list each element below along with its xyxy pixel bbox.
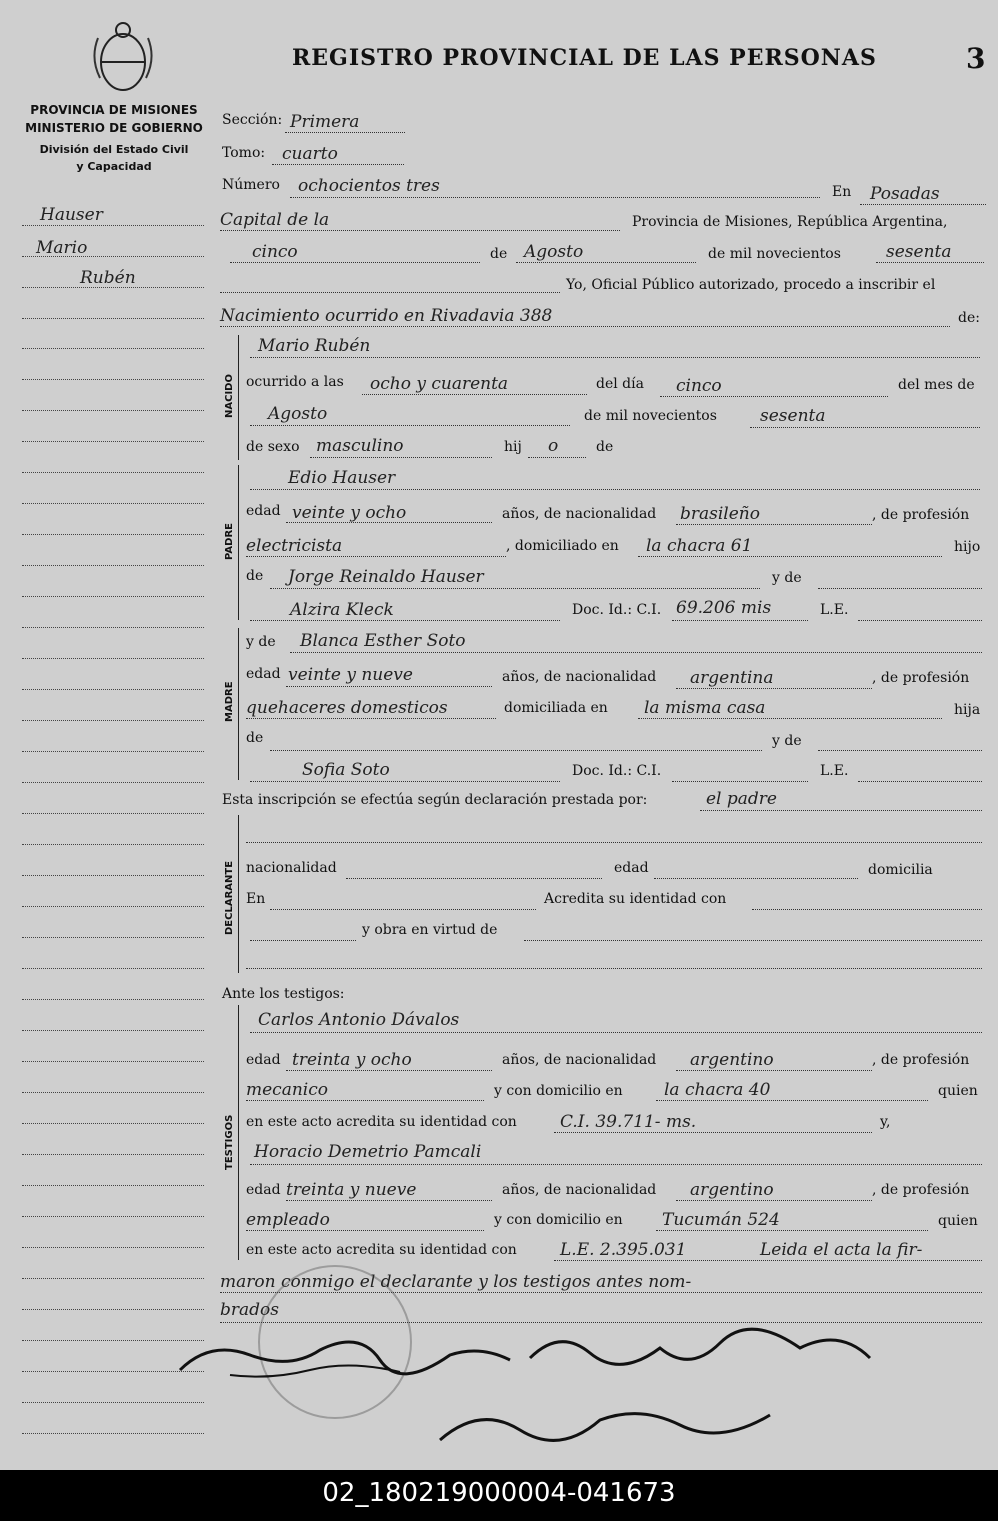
mes-value: Agosto (524, 242, 584, 262)
padre-doc-label: Doc. Id.: C.I. (572, 602, 662, 618)
t2-edad-value: treinta y nueve (286, 1180, 417, 1200)
declarante-edad-label: edad (614, 860, 649, 876)
margin-second-name: Rubén (80, 268, 136, 288)
t1-profesion-label: , de profesión (872, 1052, 970, 1068)
madre-bracket (238, 628, 239, 780)
madre-label: MADRE (224, 681, 235, 722)
domiciliada-label: domiciliada en (504, 700, 608, 716)
t1-dom-value: la chacra 40 (664, 1080, 771, 1100)
nacido-label: NACIDO (224, 374, 235, 418)
madre-nombre: Blanca Esther Soto (300, 631, 466, 651)
declarante-value: el padre (706, 789, 777, 809)
de-label-1: de (490, 246, 508, 262)
padre-profesion-label: , de profesión (872, 507, 970, 523)
hij-suffix: o (548, 436, 559, 456)
domiciliado-label: , domiciliado en (506, 538, 619, 554)
y-de-label-1: y de (772, 570, 802, 586)
declarante-label: DECLARANTE (224, 860, 235, 935)
padre-edad-value: veinte y ocho (292, 503, 407, 523)
t1-nac-value: argentino (690, 1050, 774, 1070)
hijo-label: hijo (954, 539, 981, 555)
acredita-label: Acredita su identidad con (544, 891, 727, 907)
en-label: En (832, 184, 852, 200)
t2-acredita-label: en este acto acredita su identidad con (246, 1242, 517, 1258)
testigos-bracket (238, 1005, 239, 1260)
nac-mes-value: Agosto (268, 404, 328, 424)
sexo-label: de sexo (246, 439, 300, 455)
padre-prof-value: electricista (246, 536, 343, 556)
del-mes-label: del mes de (898, 377, 975, 393)
de-colon-label: de: (958, 310, 980, 326)
padre-anos-label: años, de nacionalidad (502, 506, 657, 522)
margin-first-name: Mario (36, 238, 88, 258)
yo-text: Yo, Oficial Público autorizado, procedo a inscribir el (566, 277, 936, 293)
de-mil-nov-label: de mil novecientos (584, 408, 717, 424)
padre-ci-value: 69.206 mis (676, 598, 772, 618)
t2-doc-value: L.E. 2.395.031 (560, 1240, 687, 1260)
org-line-3: División del Estado Civil (39, 143, 189, 156)
hij-label: hij (504, 439, 522, 455)
madre-doc-label: Doc. Id.: C.I. (572, 763, 662, 779)
abuela-paterna: Alzira Kleck (290, 600, 394, 620)
t2-prof-value: empleado (246, 1210, 330, 1230)
padre-edad-label: edad (246, 503, 281, 519)
testigos-label: TESTIGOS (224, 1114, 235, 1170)
t2-quien-label: quien (938, 1213, 978, 1229)
del-dia-label: del día (596, 376, 644, 392)
testigo2-nombre: Horacio Demetrio Pamcali (254, 1142, 482, 1162)
tomo-label: Tomo: (222, 145, 266, 161)
padre-dom-value: la chacra 61 (646, 536, 753, 556)
t2-edad-label: edad (246, 1182, 281, 1198)
de-label-4: de (246, 730, 264, 746)
ocurrido-label: ocurrido a las (246, 374, 344, 390)
madre-edad-value: veinte y nueve (288, 665, 413, 685)
madre-profesion-label: , de profesión (872, 670, 970, 686)
abuelo-paterno: Jorge Reinaldo Hauser (288, 567, 484, 587)
y-de-madre-label: y de (246, 634, 276, 650)
page-number: 3 (966, 42, 986, 75)
t1-edad-value: treinta y ocho (292, 1050, 412, 1070)
inscripcion-declaracion-label: Esta inscripción se efectúa según declaración prestada por: (222, 792, 648, 808)
t2-dom-value: Tucumán 524 (662, 1210, 780, 1230)
t1-acredita-label: en este acto acredita su identidad con (246, 1114, 517, 1130)
de-label-2: de (596, 439, 614, 455)
madre-le-label: L.E. (820, 763, 849, 779)
signature-declarante (170, 1320, 530, 1390)
t2-nac-value: argentino (690, 1180, 774, 1200)
t1-quien-label: quien (938, 1083, 978, 1099)
nacido-nombre: Mario Rubén (258, 336, 371, 356)
madre-prof-value: quehaceres domesticos (246, 698, 448, 718)
closing-line-3: brados (220, 1300, 279, 1320)
org-line-1: PROVINCIA DE MISIONES (30, 103, 198, 117)
tomo-value: cuarto (282, 144, 338, 164)
t1-y-label: y, (880, 1114, 891, 1130)
madre-nac-value: argentina (690, 668, 774, 688)
padre-bracket (238, 465, 239, 620)
ante-testigos-label: Ante los testigos: (222, 986, 345, 1002)
declarante-bracket (238, 815, 239, 973)
ano-value: sesenta (886, 242, 952, 262)
madre-anos-label: años, de nacionalidad (502, 669, 657, 685)
testigo1-nombre: Carlos Antonio Dávalos (258, 1010, 460, 1030)
padre-label: PADRE (224, 523, 235, 560)
de-mil-label: de mil novecientos (708, 246, 841, 262)
padre-nombre: Edio Hauser (288, 468, 396, 488)
madre-edad-label: edad (246, 666, 281, 682)
t1-edad-label: edad (246, 1052, 281, 1068)
t2-con-dom-label: y con domicilio en (494, 1212, 623, 1228)
margin-surname: Hauser (40, 205, 103, 225)
de-label-3: de (246, 568, 264, 584)
seccion-label: Sección: (222, 112, 283, 128)
t2-anos-label: años, de nacionalidad (502, 1182, 657, 1198)
declarante-en-label: En (246, 891, 266, 907)
en-value: Posadas (870, 184, 940, 204)
y-de-label-2: y de (772, 733, 802, 749)
declarante-nac-label: nacionalidad (246, 860, 337, 876)
org-line-4: y Capacidad (76, 160, 152, 173)
numero-label: Número (222, 177, 280, 193)
org-line-2: MINISTERIO DE GOBIERNO (25, 121, 203, 135)
nacido-bracket (238, 335, 239, 460)
hija-label: hija (954, 702, 981, 718)
padre-le-label: L.E. (820, 602, 849, 618)
nac-ano-value: sesenta (760, 406, 826, 426)
t1-anos-label: años, de nacionalidad (502, 1052, 657, 1068)
abuela-materna: Sofia Soto (302, 760, 390, 780)
madre-dom-value: la misma casa (644, 698, 766, 718)
declarante-dom-label: domicilia (868, 862, 933, 878)
sexo-value: masculino (316, 436, 404, 456)
t1-con-dom-label: y con domicilio en (494, 1083, 623, 1099)
numero-value: ochocientos tres (298, 176, 440, 196)
closing-line-1: Leida el acta la fir- (760, 1240, 923, 1260)
nac-dia-value: cinco (676, 376, 722, 396)
closing-line-2: maron conmigo el declarante y los testigos antes nom- (220, 1272, 692, 1292)
signature-oficial (430, 1385, 790, 1455)
signature-testigo (520, 1318, 890, 1388)
t1-prof-value: mecanico (246, 1080, 328, 1100)
padre-nac-value: brasileño (680, 504, 760, 524)
capital-value: Capital de la (220, 210, 330, 230)
t2-profesion-label: , de profesión (872, 1182, 970, 1198)
dia-value: cinco (252, 242, 298, 262)
t1-doc-value: C.I. 39.711- ms. (560, 1112, 697, 1132)
obra-label: y obra en virtud de (362, 922, 498, 938)
inscripcion-value: Nacimiento ocurrido en Rivadavia 388 (220, 306, 553, 326)
provincia-text: Provincia de Misiones, República Argentina, (632, 214, 948, 230)
image-id-footer: 02_180219000004-041673 (0, 1470, 998, 1521)
hora-value: ocho y cuarenta (370, 374, 509, 394)
coat-of-arms-icon (90, 18, 156, 96)
seccion-value: Primera (290, 112, 360, 132)
page-title: REGISTRO PROVINCIAL DE LAS PERSONAS (292, 45, 877, 71)
